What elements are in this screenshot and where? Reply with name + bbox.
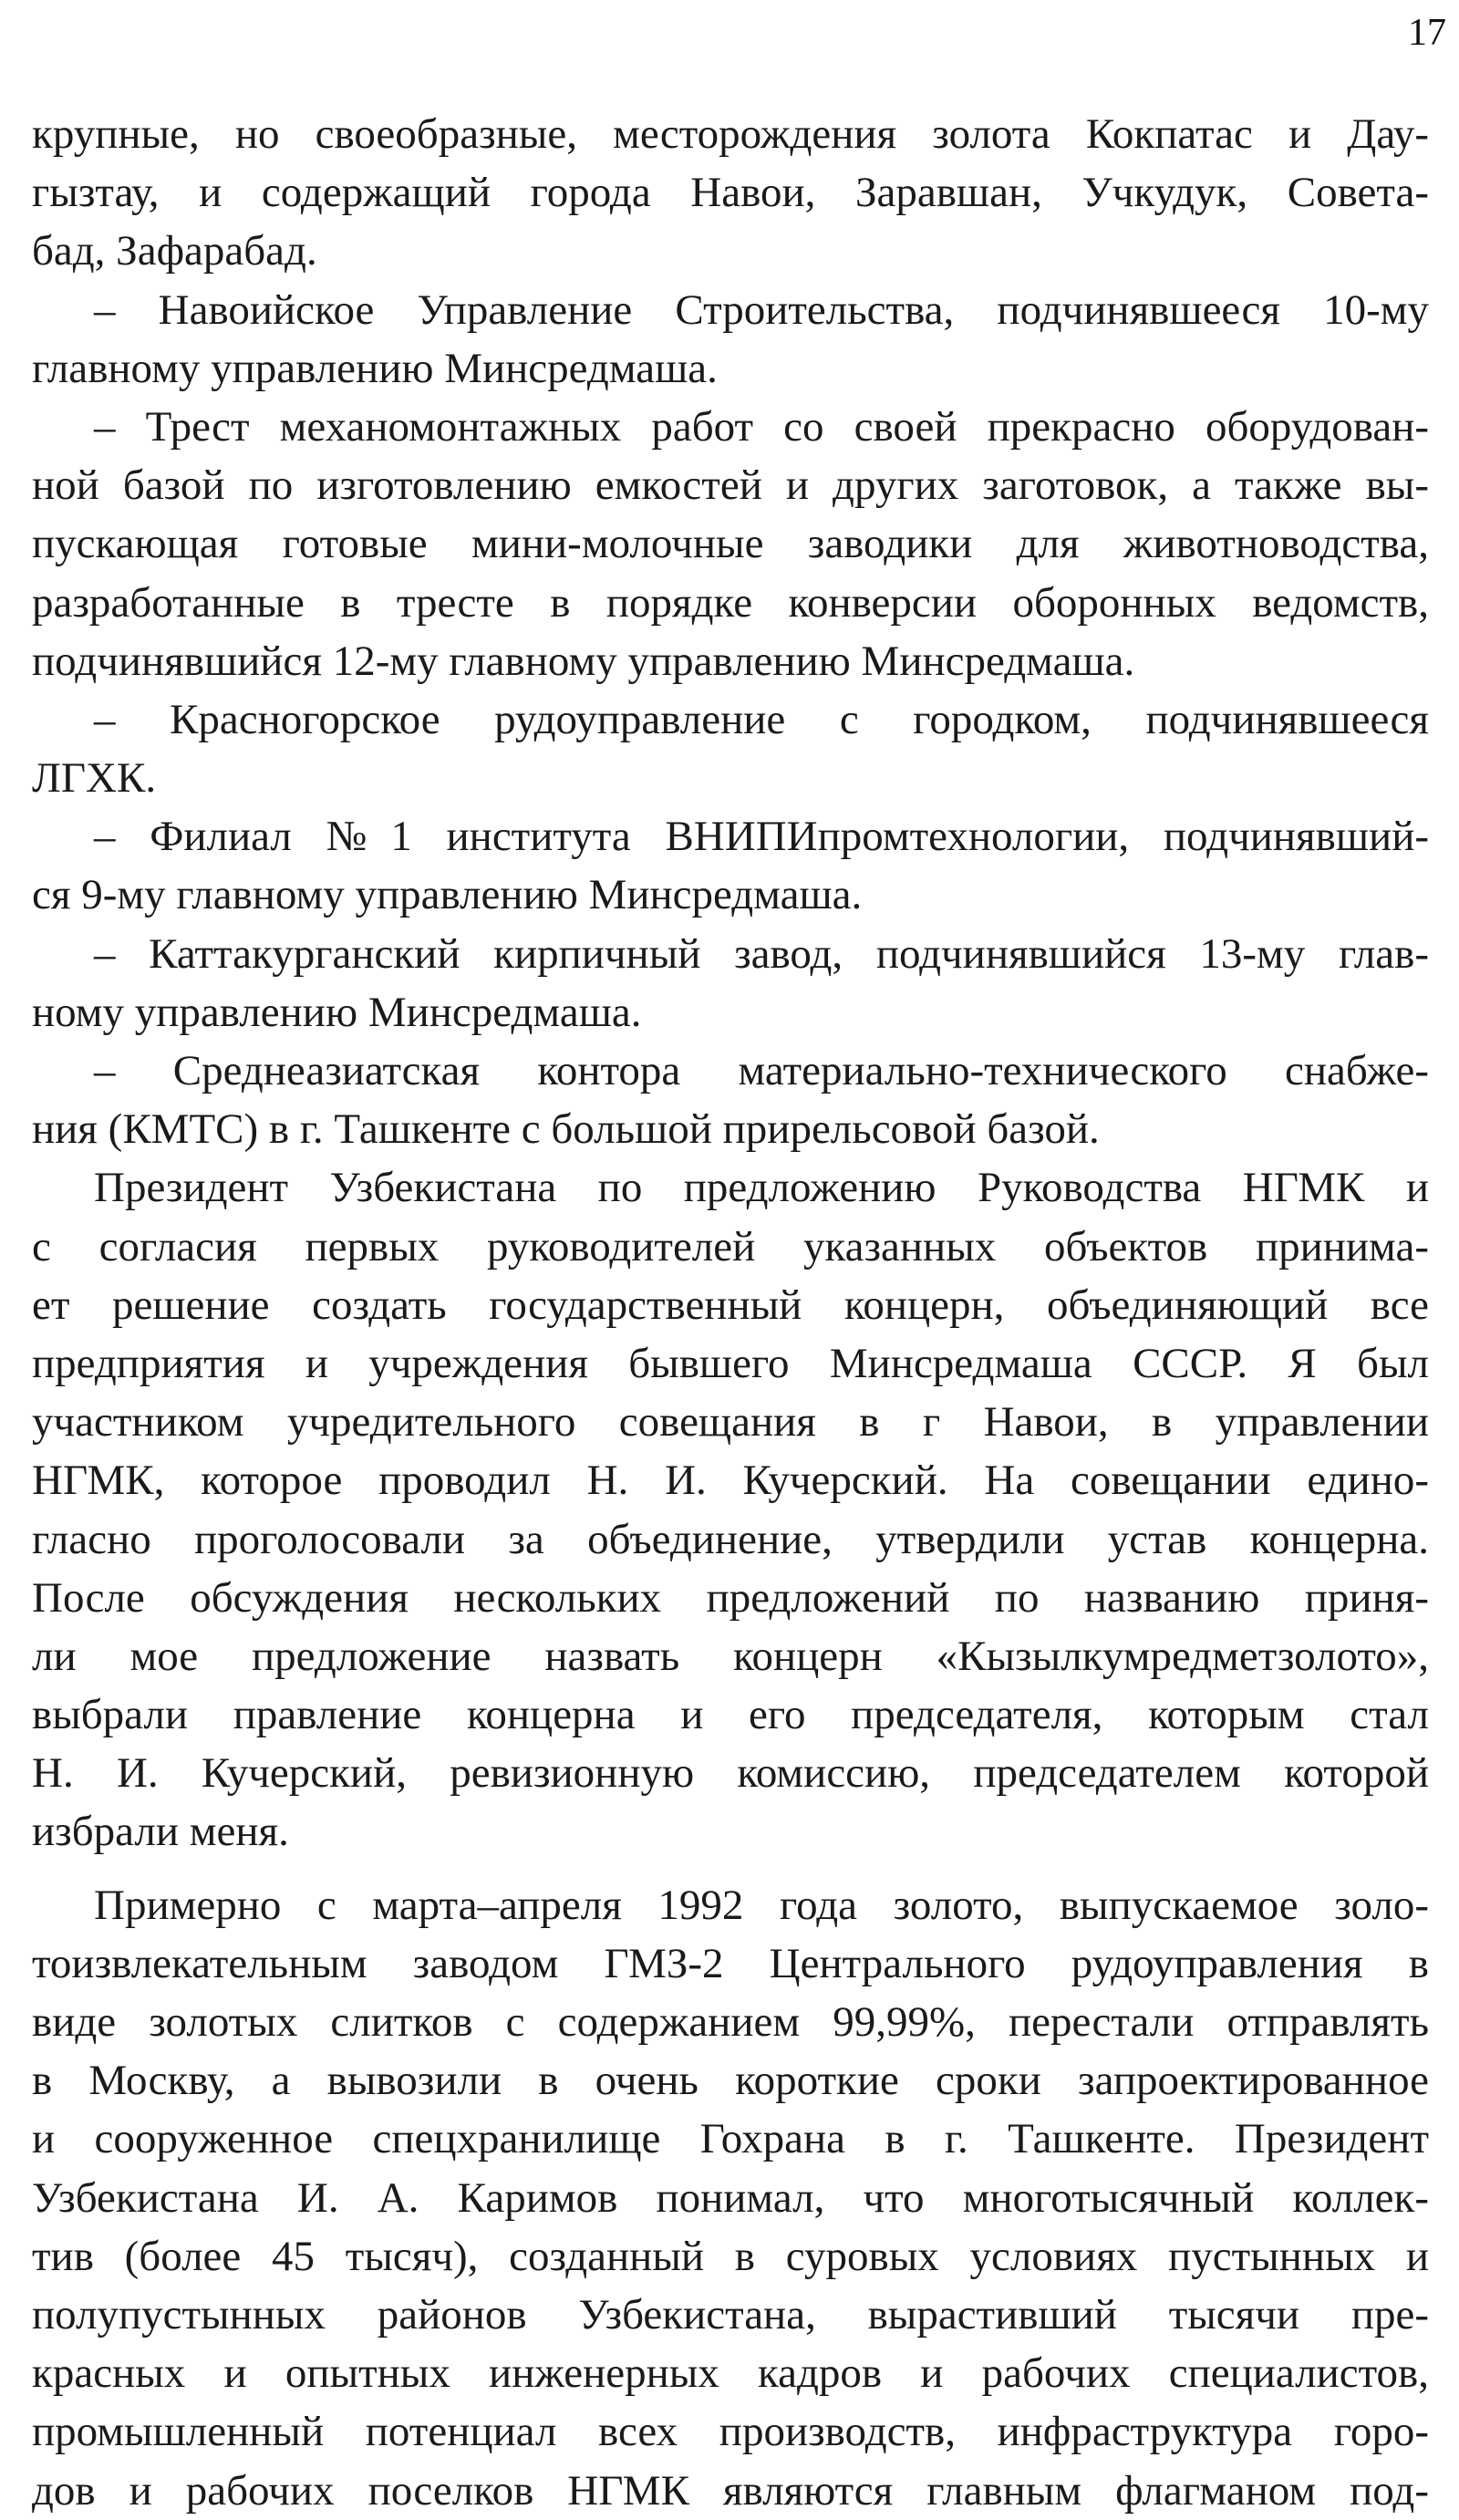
- text-line: крупные, но своеобразные, месторождения золота Кокпатас и Дау-: [32, 110, 1429, 158]
- text-line: предприятия и учреждения бывшего Минсредмаша СССР. Я был: [32, 1339, 1429, 1387]
- text-line: тоизвлекательным заводом ГМЗ-2 Центрального рудоуправления в: [32, 1939, 1429, 1987]
- page-number: 17: [1408, 12, 1446, 54]
- text-line: в Москву, а вывозили в очень короткие сроки запроектированное: [32, 2057, 1429, 2105]
- text-line: промышленный потенциал всех производств, инфраструктура горо-: [32, 2408, 1429, 2456]
- text-line: гласно проголосовали за объединение, утвердили устав концерна.: [32, 1515, 1429, 1563]
- text-line: После обсуждения нескольких предложений по названию приня-: [32, 1573, 1429, 1622]
- text-line: тив (более 45 тысяч), созданный в суровых условиях пустынных и: [32, 2232, 1429, 2280]
- text-line: НГМК, которое проводил Н. И. Кучерский. На совещании едино-: [32, 1457, 1429, 1505]
- text-line: – Трест механомонтажных работ со своей прекрасно оборудован-: [94, 402, 1429, 451]
- text-line: подчинявшийся 12-му главному управлению Минсредмаша.: [32, 637, 1135, 685]
- text-line: ной базой по изготовлению емкостей и других заготовок, а также вы-: [32, 461, 1429, 510]
- text-line: ЛГХК.: [32, 754, 157, 803]
- paragraph-gap: [32, 1861, 1429, 1876]
- text-line: – Навоийское Управление Строительства, подчинявшееся 10-му: [94, 285, 1429, 334]
- text-line: – Каттакурганский кирпичный завод, подчинявшийся 13-му глав-: [94, 929, 1429, 978]
- text-line: красных и опытных инженерных кадров и рабочих специалистов,: [32, 2349, 1429, 2398]
- body-text: [32, 105, 1429, 2520]
- text-line: Президент Узбекистана по предложению Руководства НГМК и: [94, 1164, 1429, 1212]
- text-line: Н. И. Кучерский, ревизионную комиссию, председателем которой: [32, 1749, 1429, 1798]
- text-line: пускающая готовые мини-молочные заводики для животноводства,: [32, 520, 1429, 568]
- text-line: – Среднеазиатская контора материально-технического снабже-: [94, 1047, 1429, 1094]
- text-line: Узбекистана И. А. Каримов понимал, что многотысячный коллек-: [32, 2173, 1429, 2222]
- text-line: выбрали правление концерна и его председателя, которым стал: [32, 1691, 1429, 1739]
- text-line: с согласия первых руководителей указанных объектов принима-: [32, 1222, 1429, 1270]
- text-line: главному управлению Минсредмаша.: [32, 344, 718, 392]
- text-line: участником учредительного совещания в г Навои, в управлении: [32, 1398, 1429, 1447]
- text-line: ет решение создать государственный концерн, объединяющий все: [32, 1281, 1429, 1329]
- text-line: Примерно с марта–апреля 1992 года золото, выпускаемое золо-: [94, 1881, 1429, 1929]
- text-line: полупустынных районов Узбекистана, вырастивший тысячи пре-: [32, 2290, 1429, 2339]
- text-line: – Филиал №1 института ВНИПИпромтехнологии, подчинявший-: [94, 813, 1429, 861]
- text-line: гызтау, и содержащий города Навои, Заравшан, Учкудук, Совета-: [32, 169, 1429, 217]
- text-line: – Красногорское рудоуправление с городком, подчинявшееся: [94, 695, 1429, 743]
- text-line: ния (КМТС) в г. Ташкенте с большой прирельсовой базой.: [32, 1105, 1100, 1154]
- text-line: ли мое предложение назвать концерн «Кызылкумредметзолото»,: [32, 1632, 1429, 1680]
- text-line: ся 9-му главному управлению Минсредмаша.: [32, 871, 863, 919]
- text-line: бад, Зафарабад.: [32, 227, 317, 275]
- text-line: и сооруженное спецхранилище Гохрана в г. Ташкенте. Президент: [32, 2115, 1429, 2163]
- text-line: виде золотых слитков с содержанием 99,99%, перестали отправлять: [32, 1998, 1429, 2046]
- text-line: разработанные в тресте в порядке конверсии оборонных ведомств,: [32, 578, 1429, 627]
- text-line: дов и рабочих поселков НГМК являются главным флагманом под-: [32, 2466, 1429, 2515]
- text-line: ному управлению Минсредмаша.: [32, 988, 642, 1036]
- text-line: избрали меня.: [32, 1808, 289, 1856]
